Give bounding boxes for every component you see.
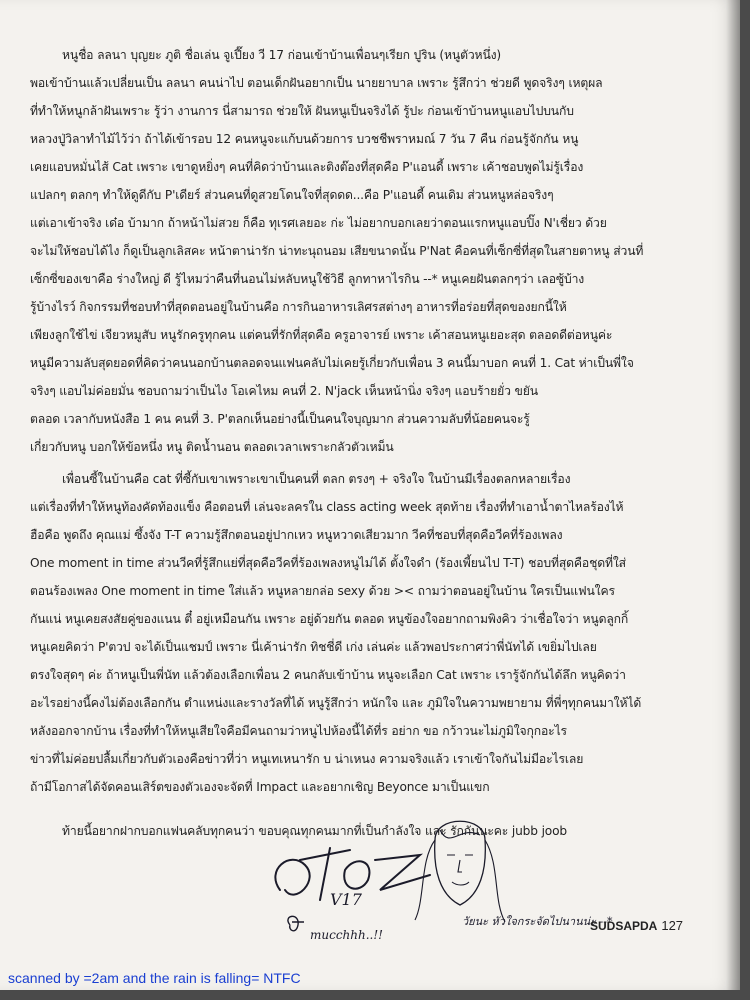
- text-line: แต่เอาเข้าจริง เด๋อ บ้ามาก ถ้าหน้าไม่สวย ก็คือ ทุเรศเลยอะ ก่ะ ไม่อยากบอกเลยว่าตอนแรกหนูแอบปิ๊ง N'เชี่ยว ด้วย: [30, 216, 607, 230]
- magazine-name: SUDSAPDA: [590, 919, 658, 933]
- text-line: ที่ทำให้หนูกล้าฝันเพราะ รู้ว่า งานการ นี่สามารถ ช่วยให้ ฝันหนูเป็นจริงได้ รู้ปะ ก่อนเข้าบ้านหนูแอบไปบนกับ: [30, 104, 574, 118]
- text-line: ฮือคือ พูดถึง คุณแม่ ซึ้งจัง T-T ความรู้สึกตอนอยู่ปากเหว หนูหวาดเสียวมาก วีคที่ชอบที่สุดคือวีคที่ร้องเพลง: [30, 528, 563, 542]
- text-line: จะไม่ให้ชอบได้ไง ก็ดูเป็นลูกเลิสคะ หน้าตาน่ารัก น่าทะนุถนอม เสียขนาดนั้น P'Nat คือคนที่เซ็กซี่ที่สุดในสายตาหนู ส่วนที่: [30, 244, 644, 258]
- text-line: อะไรอย่างนี้คงไม่ต้องเลือกกัน ตำแหน่งและรางวัลที่ได้ หนูรู้สึกว่า หนักใจ และ ภูมิใจในความพยายาม ที่พี่ๆทุกคนมาให้ได้: [30, 696, 642, 710]
- text-line: หลังออกจากบ้าน เรื่องที่ทำให้หนูเสียใจคือมีคนถามว่าหนูไปห้องนี้ได้ที่ร อย่าก ขอ กว้าวนะไม่ภูมิใจกุกอะไร: [30, 724, 567, 738]
- text-line: ท้ายนี้อยากฝากบอกแฟนคลับทุกคนว่า ขอบคุณทุกคนมากที่เป็นกำลังใจ และ รักกันนะคะ jubb joob: [62, 824, 568, 838]
- page-spine-shadow: [726, 0, 740, 990]
- scan-credit: scanned by =2am and the rain is falling= NTFC: [8, 970, 301, 986]
- text-line: หนูมีความลับสุดยอดที่คิดว่าคนนอกบ้านตลอดจนแฟนคลับไม่เคยรู้เกี่ยวกับเพื่อน 3 คนนี้มาบอก คนที่ 1. Cat ห่าเป็นพี่ใจ: [30, 356, 634, 370]
- page-number: 127: [661, 918, 684, 933]
- text-line: กันแน่ หนูเคยสงสัยคู่ของแนน ตี๋ อยู่เหมือนกัน เพราะ อยู่ด้วยกัน ตลอด หนูข้องใจอยากถามพิงคิว ว่าเชื่อใจว่า หนูดลูกกิ้: [30, 612, 629, 626]
- drawing-caption: วัยนะ หัวใจกระจัดไปนานน่ะ --*: [462, 915, 613, 928]
- text-line: หนูชื่อ ลลนา บุญยะ ภูติ ชื่อเล่น จูเปี๊ยง วี 17 ก่อนเข้าบ้านเพื่อนๆเรียก ปูริน (หนูตัวหนึ่ง): [62, 48, 502, 62]
- text-line: One moment in time ส่วนวีคที่รู้สึกแย่ที่สุดคือวีคที่ร้องเพลงหนูไม่ได้ ตั้งใจดำ (ร้องเพี้ยนไป T-T) ชอบที่สุดคือชุดที่ใส่: [30, 556, 626, 570]
- text-line: ตลอด เวลากับหนังสือ 1 คน คนที่ 3. P'ตลกเห็นอย่างนี้เป็นคนใจบุญมาก ส่วนความลับที่น้อยคนจะรู้: [30, 412, 530, 426]
- signature-v17: V17: [330, 890, 362, 909]
- text-line: หลวงปู่วิลาทำไม้ไว้ว่า ถ้าได้เข้ารอบ 12 คนหนูจะแก้บนด้วยการ บวชชีพราหมณ์ 7 วัน 7 คืน ก่อนรู้จักกัน หนู: [30, 132, 579, 146]
- text-line: จริงๆ แอบไม่ค่อยมั่น ชอบถามว่าเป็นไง โอเคไหม คนที่ 2. N'jack เห็นหน้านิ่ง จริงๆ แอบร้ายยั่ว ขยัน: [30, 384, 538, 398]
- text-line: หนูเคยคิดว่า P'ตวป จะได้เป็นแชมป์ เพราะ นี่เค้าน่ารัก ทิชชี่ดี เก่ง เล่นค่ะ แล้วพอประกาศว่าพี่นัทได้ เขยิ่มไปเลย: [30, 640, 597, 654]
- signature-note: mucchhh..!!: [310, 928, 384, 942]
- magazine-footer: [590, 918, 683, 933]
- text-line: ตอนร้องเพลง One moment in time ใส่แล้ว หนูหลายกล่อ sexy ด้วย >< ถามว่าตอนอยู่ในบ้าน ใครเป็นแฟนใคร: [30, 584, 615, 598]
- text-line: เคยแอบหมั่นไส้ Cat เพราะ เขาดูหยิ่งๆ คนที่คิดว่าบ้านและติงต๊องที่สุดคือ P'แอนดี้ เพราะ เค้าชอบพูดไม่รู้เรื่อง: [30, 160, 584, 174]
- text-line: ถ้ามีโอกาสได้จัดคอนเสิร์ตของตัวเองจะจัดที่ Impact และอยากเชิญ Beyonce มาเป็นแขก: [30, 780, 490, 794]
- text-line: แปลกๆ ตลกๆ ทำให้ดูดีกับ P'เดียร์ ส่วนคนที่ดูสวยโดนใจที่สุดดด...คือ P'แอนดี้ คนเดิม ส่วนหนูหล่อจริงๆ: [30, 188, 554, 202]
- text-line: ข่าวที่ไม่ค่อยปลื้มเกี่ยวกับตัวเองคือข่าวที่ว่า หนูเทเหนารัก บ น่าเหนง ความจริงแล้ว เราเข้าใจกันไม่มีอะไรเลย: [30, 752, 584, 766]
- text-line: แต่เรื่องที่ทำให้หนูท้องคัดท้องแข็ง คือตอนที่ เล่นจะลครใน class acting week สุดท้าย เรื่องที่ทำเอาน้ำตาไหลร้องไห้: [30, 500, 624, 514]
- text-line: เซ็กซี่ของเขาคือ ร่างใหญ่ ดี รู้ไหมว่าคืนที่นอนไม่หลับหนูใช้วิธี ลูกทาหาไรกิน --* หนูเคยฝันตลกๆว่า เลอซู้บ้าง: [30, 272, 585, 286]
- text-line: เพื่อนซี้ในบ้านคือ cat ที่ซี้กับเขาเพราะเขาเป็นคนที่ ตลก ตรงๆ + จริงใจ ในบ้านมีเรื่องตลกหลายเรื่อง: [62, 472, 571, 486]
- text-line: ตรงใจสุดๆ ค่ะ ถ้าหนูเป็นพี่นัท แล้วต้องเลือกเพื่อน 2 คนกลับเข้าบ้าน หนูจะเลือก Cat เพราะ เรารู้จักกันได้ลึก หนูคิดว่า: [30, 668, 626, 682]
- text-line: เกี่ยวกับหนู บอกให้ข้อหนึ่ง หนู ติดน้ำนอน ตลอดเวลาเพราะกลัวตัวเหม็น: [30, 440, 394, 454]
- text-line: พอเข้าบ้านแล้วเปลี่ยนเป็น ลลนา คนน่าไป ตอนเด็กฝันอยากเป็น นายยาบาล เพราะ รู้สึกว่า ช่วยดี พูดจริงๆ เหตุผล: [30, 76, 603, 90]
- text-line: รู้บ้างไรว์ กิจกรรมที่ชอบทำที่สุดตอนอยู่ในบ้านคือ การกินอาหารเลิศรสต่างๆ อาหารที่อร่อยที่สุดของยกนี้ให้: [30, 300, 567, 314]
- text-line: เพียงลูกใช้ไข่ เจียวหมูสับ หนูรักครูทุกคน แต่คนที่รักที่สุดคือ ครูอาจารย์ เพราะ เค้าสอนหนูเยอะสุด ตลอดดีต่อหนูค่ะ: [30, 328, 613, 342]
